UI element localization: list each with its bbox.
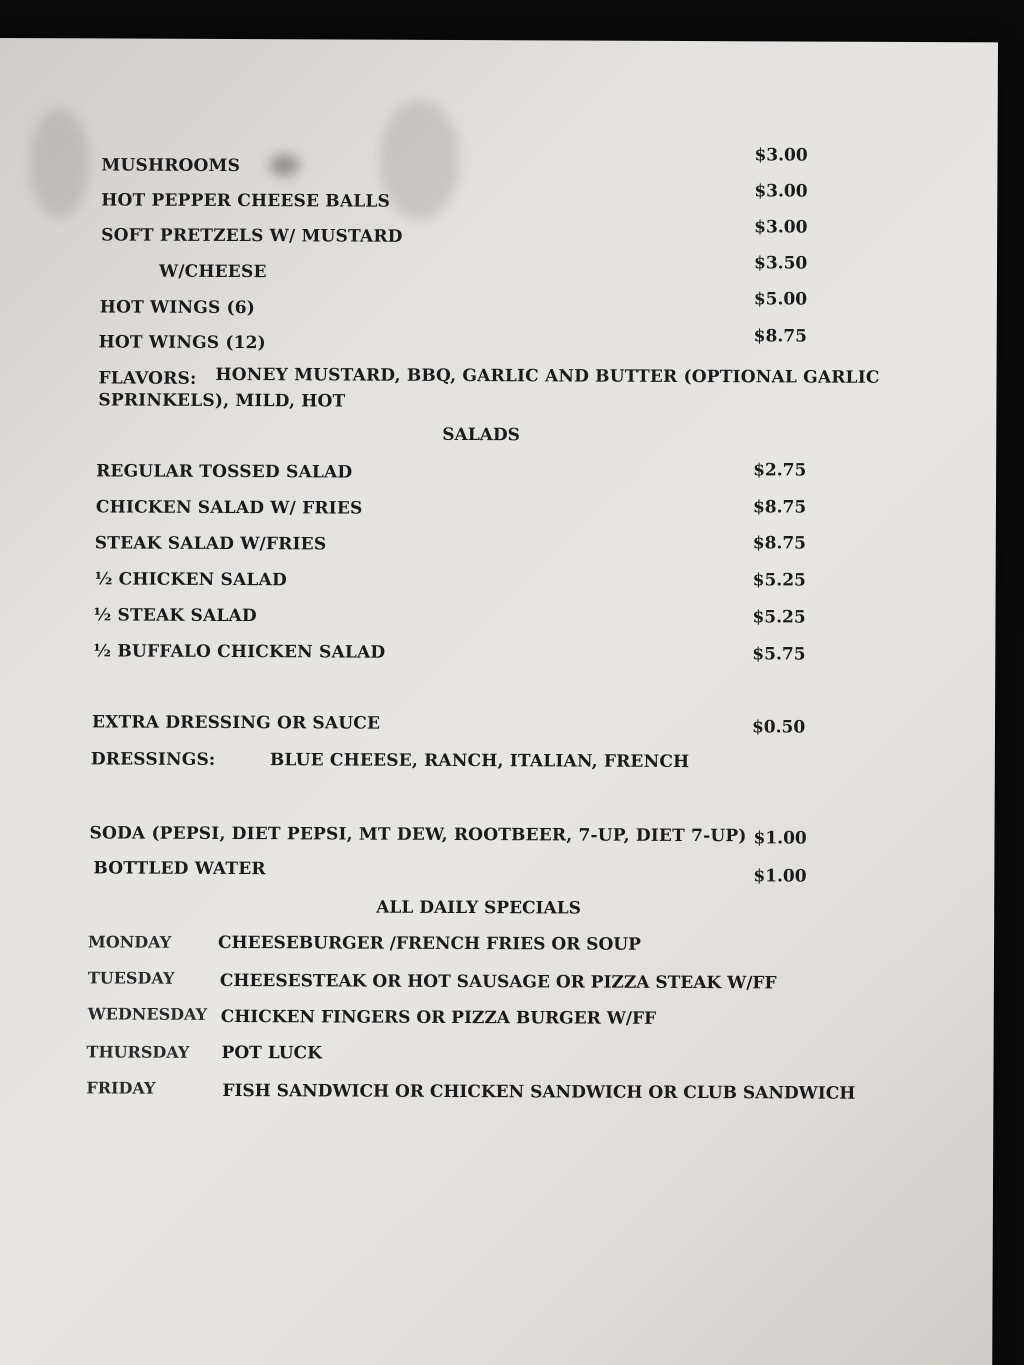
paper-smudge (269, 154, 299, 176)
special-item: CHEESEBURGER /FRENCH FRIES OR SOUP (218, 932, 641, 955)
menu-item-price: $5.25 (752, 607, 806, 628)
menu-item-price: $3.50 (753, 253, 808, 274)
menu-item-price: $3.00 (754, 145, 808, 166)
menu-item-price: $5.00 (753, 289, 808, 310)
special-day: WEDNESDAY (87, 1004, 208, 1024)
menu-item-price: $5.75 (752, 644, 806, 665)
menu-item-price: $3.00 (754, 217, 808, 238)
menu-item-price: $2.75 (753, 460, 807, 481)
menu-item-price: $1.00 (753, 866, 807, 887)
menu-item-name: ½ STEAK SALAD (93, 605, 257, 627)
paper-smudge (379, 100, 460, 220)
menu-paper (0, 38, 998, 1365)
special-item: POT LUCK (221, 1042, 322, 1064)
flavors-list-continued: SPRINKELS), MILD, HOT (98, 390, 346, 412)
menu-item-price: $1.00 (753, 828, 807, 849)
special-item: CHEESESTEAK OR HOT SAUSAGE OR PIZZA STEAK W/FF (219, 970, 777, 994)
menu-item-name: MUSHROOMS (101, 155, 241, 177)
menu-item-price: $5.25 (752, 570, 806, 591)
menu-item-name: ½ CHICKEN SALAD (94, 569, 287, 591)
menu-item-name: BOTTLED WATER (93, 858, 266, 880)
flavors-label: FLAVORS: (98, 368, 197, 389)
menu-item-price: $8.75 (752, 497, 807, 518)
dressings-label: DRESSINGS: (90, 749, 216, 770)
menu-item-name: CHICKEN SALAD W/ FRIES (95, 497, 363, 519)
menu-item-name: W/CHEESE (158, 261, 267, 283)
salads-heading: SALADS (442, 424, 520, 446)
menu-item-price: $8.75 (753, 326, 807, 347)
menu-item-name: HOT WINGS (12) (98, 332, 266, 354)
special-day: THURSDAY (86, 1042, 190, 1062)
menu-item-name: SOFT PRETZELS W/ MUSTARD (101, 225, 403, 247)
special-item: CHICKEN FINGERS OR PIZZA BURGER W/FF (220, 1006, 657, 1029)
special-day: MONDAY (88, 932, 172, 952)
menu-item-name: REGULAR TOSSED SALAD (96, 461, 353, 483)
special-day: TUESDAY (87, 968, 175, 988)
menu-item-name: ½ BUFFALO CHICKEN SALAD (93, 641, 386, 663)
menu-item-name: HOT WINGS (6) (99, 297, 256, 319)
menu-item-price: $8.75 (752, 533, 807, 554)
menu-item-name: HOT PEPPER CHEESE BALLS (101, 190, 391, 212)
menu-item-name: EXTRA DRESSING OR SAUCE (91, 712, 381, 734)
dressings-list: BLUE CHEESE, RANCH, ITALIAN, FRENCH (269, 750, 690, 773)
special-item: FISH SANDWICH OR CHICKEN SANDWICH OR CLUB SANDWICH (222, 1080, 856, 1104)
menu-item-name: SODA (PEPSI, DIET PEPSI, MT DEW, ROOTBEER, 7-UP, DIET 7-UP) (89, 823, 747, 847)
specials-heading: ALL DAILY SPECIALS (376, 897, 582, 919)
menu-item-price: $0.50 (751, 717, 806, 738)
paper-smudge (29, 108, 89, 218)
flavors-list: HONEY MUSTARD, BBQ, GARLIC AND BUTTER (OPTIONAL GARLIC (215, 364, 880, 388)
menu-item-name: STEAK SALAD W/FRIES (94, 533, 327, 555)
special-day: FRIDAY (86, 1078, 156, 1098)
menu-item-price: $3.00 (754, 181, 808, 202)
